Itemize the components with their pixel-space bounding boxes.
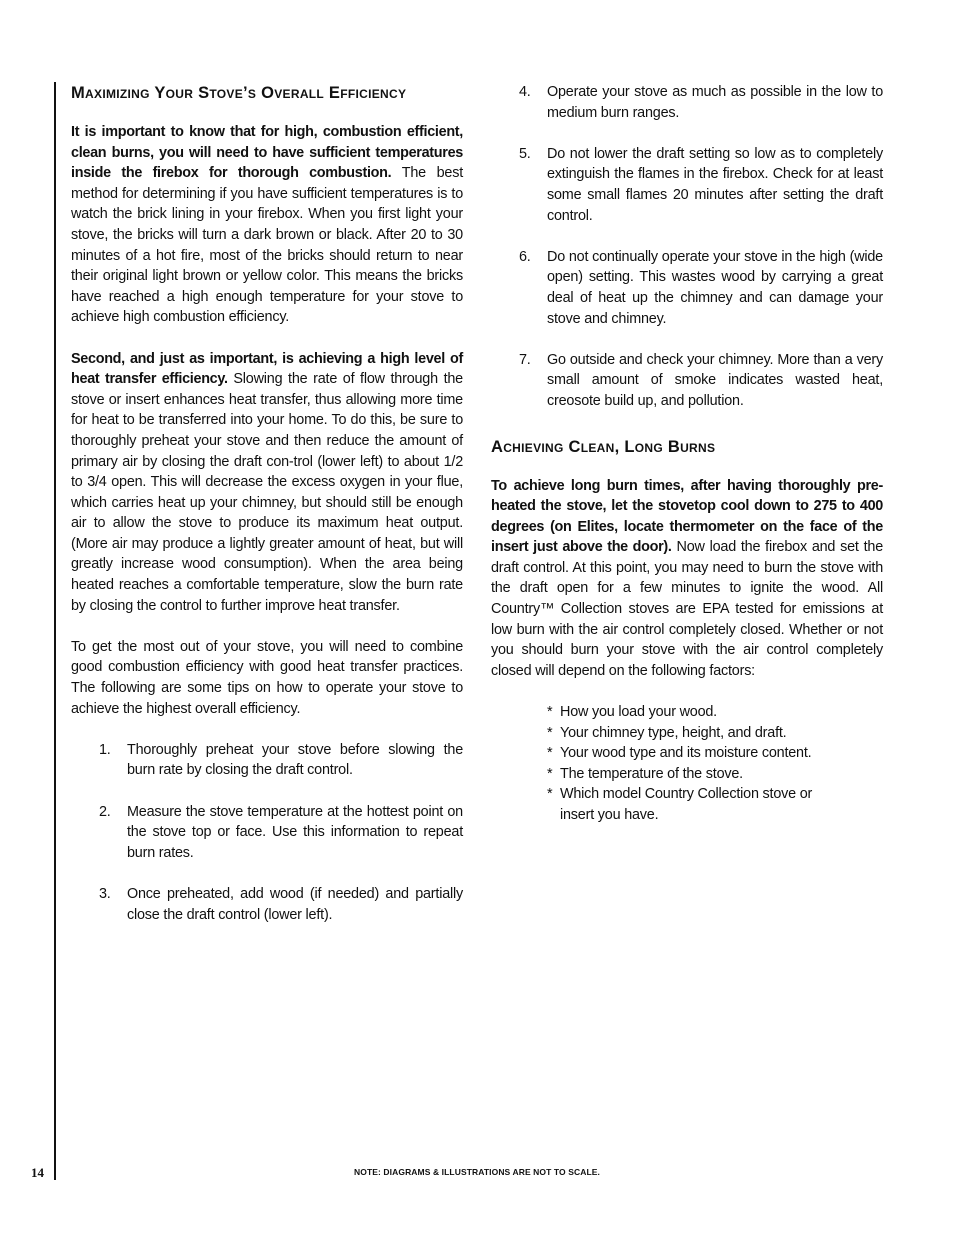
left-margin-rule [54,82,56,1180]
bullet-star: * [547,745,553,762]
bullet-star: * [547,765,553,782]
factors-list [491,702,883,826]
list-item-text: Thoroughly preheat your stove before slowing the burn rate by closing the draft control. [127,741,463,779]
bullet-star: * [547,704,553,721]
paragraph-long-burns-text: Now load the firebox and set the draft control. At this point, you may need to burn the stove with the draft open for a few minutes to ignite the wood. All Country™ Collection stoves are EPA tested for emissions at low burn with the air control completely closed. Whether or not you should burn your stove with the air control completely closed will depend on the following factors: [491,539,884,679]
list-item-text: Once preheated, add wood (if needed) and partially close the draft control (lower left). [127,885,463,923]
list-item-text: Do not continually operate your stove in the high (wide open) setting. This wastes wood by carrying a great deal of heat up the chimney and can damage your stove and chimney. [547,248,883,327]
list-item [491,82,883,123]
list-item-number: 1. [99,741,111,758]
list-item-number: 3. [99,885,111,902]
list-item [547,743,883,764]
paragraph-heat-transfer-text: Slowing the rate of flow through the stove or insert enhances heat transfer, thus allowing more time for heat to be transferred into your home. To do this, be sure to thoroughly preheat your stove and then reduce the amount of primary air by closing the draft con-trol (lower left) to about 1/2 to 3/4 open. This will decrease the excess oxygen in your flue, which carries heat up your chimney, but should still be enough air to allow the stove to produce its maximum heat output. (More air may produce a lightly greater amount of heat, but will greatly increase wood consumption). When the area being heated reaches a comfortable temperature, slow the burn rate by closing the control to further improve heat transfer. [71,371,463,614]
list-item [547,764,883,785]
section-heading-long-burns: Achieving Clean, Long Burns [491,437,716,456]
list-item-text: Your wood type and its moisture content. [560,745,812,762]
scale-note: NOTE: DIAGRAMS & ILLUSTRATIONS ARE NOT TO SCALE. [354,1167,600,1177]
list-item [547,702,883,723]
bullet-star: * [547,786,553,803]
tips-list-right [491,82,883,412]
list-item [547,723,883,744]
list-item-number: 4. [519,84,531,100]
list-item-text: Which model Country Collection stove or insert you have. [560,786,813,823]
list-item-text: Measure the stove temperature at the hottest point on the stove top or face. Use this information to repeat burn rates. [127,803,463,861]
list-item [71,884,463,925]
paragraph-tips-intro: To get the most out of your stove, you will need to combine good combustion efficiency with good heat transfer practices. The following are some tips on how to operate your stove to achieve the highest overall efficiency. [71,638,463,717]
list-item [547,784,883,825]
tips-list-left [71,740,463,925]
list-item-number: 6. [519,248,531,265]
list-item-text: Operate your stove as much as possible in the low to medium burn ranges. [547,84,883,121]
section-heading-efficiency: Maximizing Your Stove’s Overall Efficiency [71,84,407,102]
list-item-text: How you load your wood. [560,704,717,721]
paragraph-long-burns-bold: To achieve long burn times, after having thoroughly pre-heated the stove, let the stovetop cool down to 275 to 400 degrees (on Elites, locate thermometer on the face of the insert just above the door). [491,477,883,556]
list-item-number: 5. [519,145,531,162]
paragraph-long-burns [491,476,883,682]
list-item-text: Your chimney type, height, and draft. [560,724,787,741]
list-item-text: Go outside and check your chimney. More than a very small amount of smoke indicates wasted heat, creosote build up, and pollution. [547,351,883,409]
paragraph-combustion-text: The best method for determining if you have sufficient temperatures is to watch the brick lining in your firebox. When you first light your stove, the bricks will turn a dark brown or black. After 20 to 30 minutes of a hot fire, most of the bricks should return to near their original light brown or yellow color. This means the bricks have reached a high enough temperature for your stove to achieve high combustion efficiency. [71,165,463,326]
page-number: 14 [31,1165,44,1180]
paragraph-combustion [71,122,463,328]
bullet-star: * [547,724,553,741]
list-item [491,144,883,226]
list-item [71,802,463,864]
list-item-text: Do not lower the draft setting so low as to completely extinguish the flames in the firebox. Check for at least some small flames 20 minutes after setting the draft control. [547,145,883,224]
list-item-text: The temperature of the stove. [560,765,743,782]
list-item [71,740,463,781]
list-item [491,247,883,329]
paragraph-heat-transfer-bold: Second, and just as important, is achieving a high level of heat transfer efficiency. [71,350,463,388]
paragraph-heat-transfer [71,349,463,617]
left-column [71,82,463,925]
list-item-number: 7. [519,351,531,368]
paragraph-combustion-bold: It is important to know that for high, combustion efficient, clean burns, you will need to have sufficient temperatures inside the firebox for thorough combustion. [71,124,463,182]
right-column [491,82,883,826]
list-item [491,350,883,412]
list-item-number: 2. [99,803,111,820]
